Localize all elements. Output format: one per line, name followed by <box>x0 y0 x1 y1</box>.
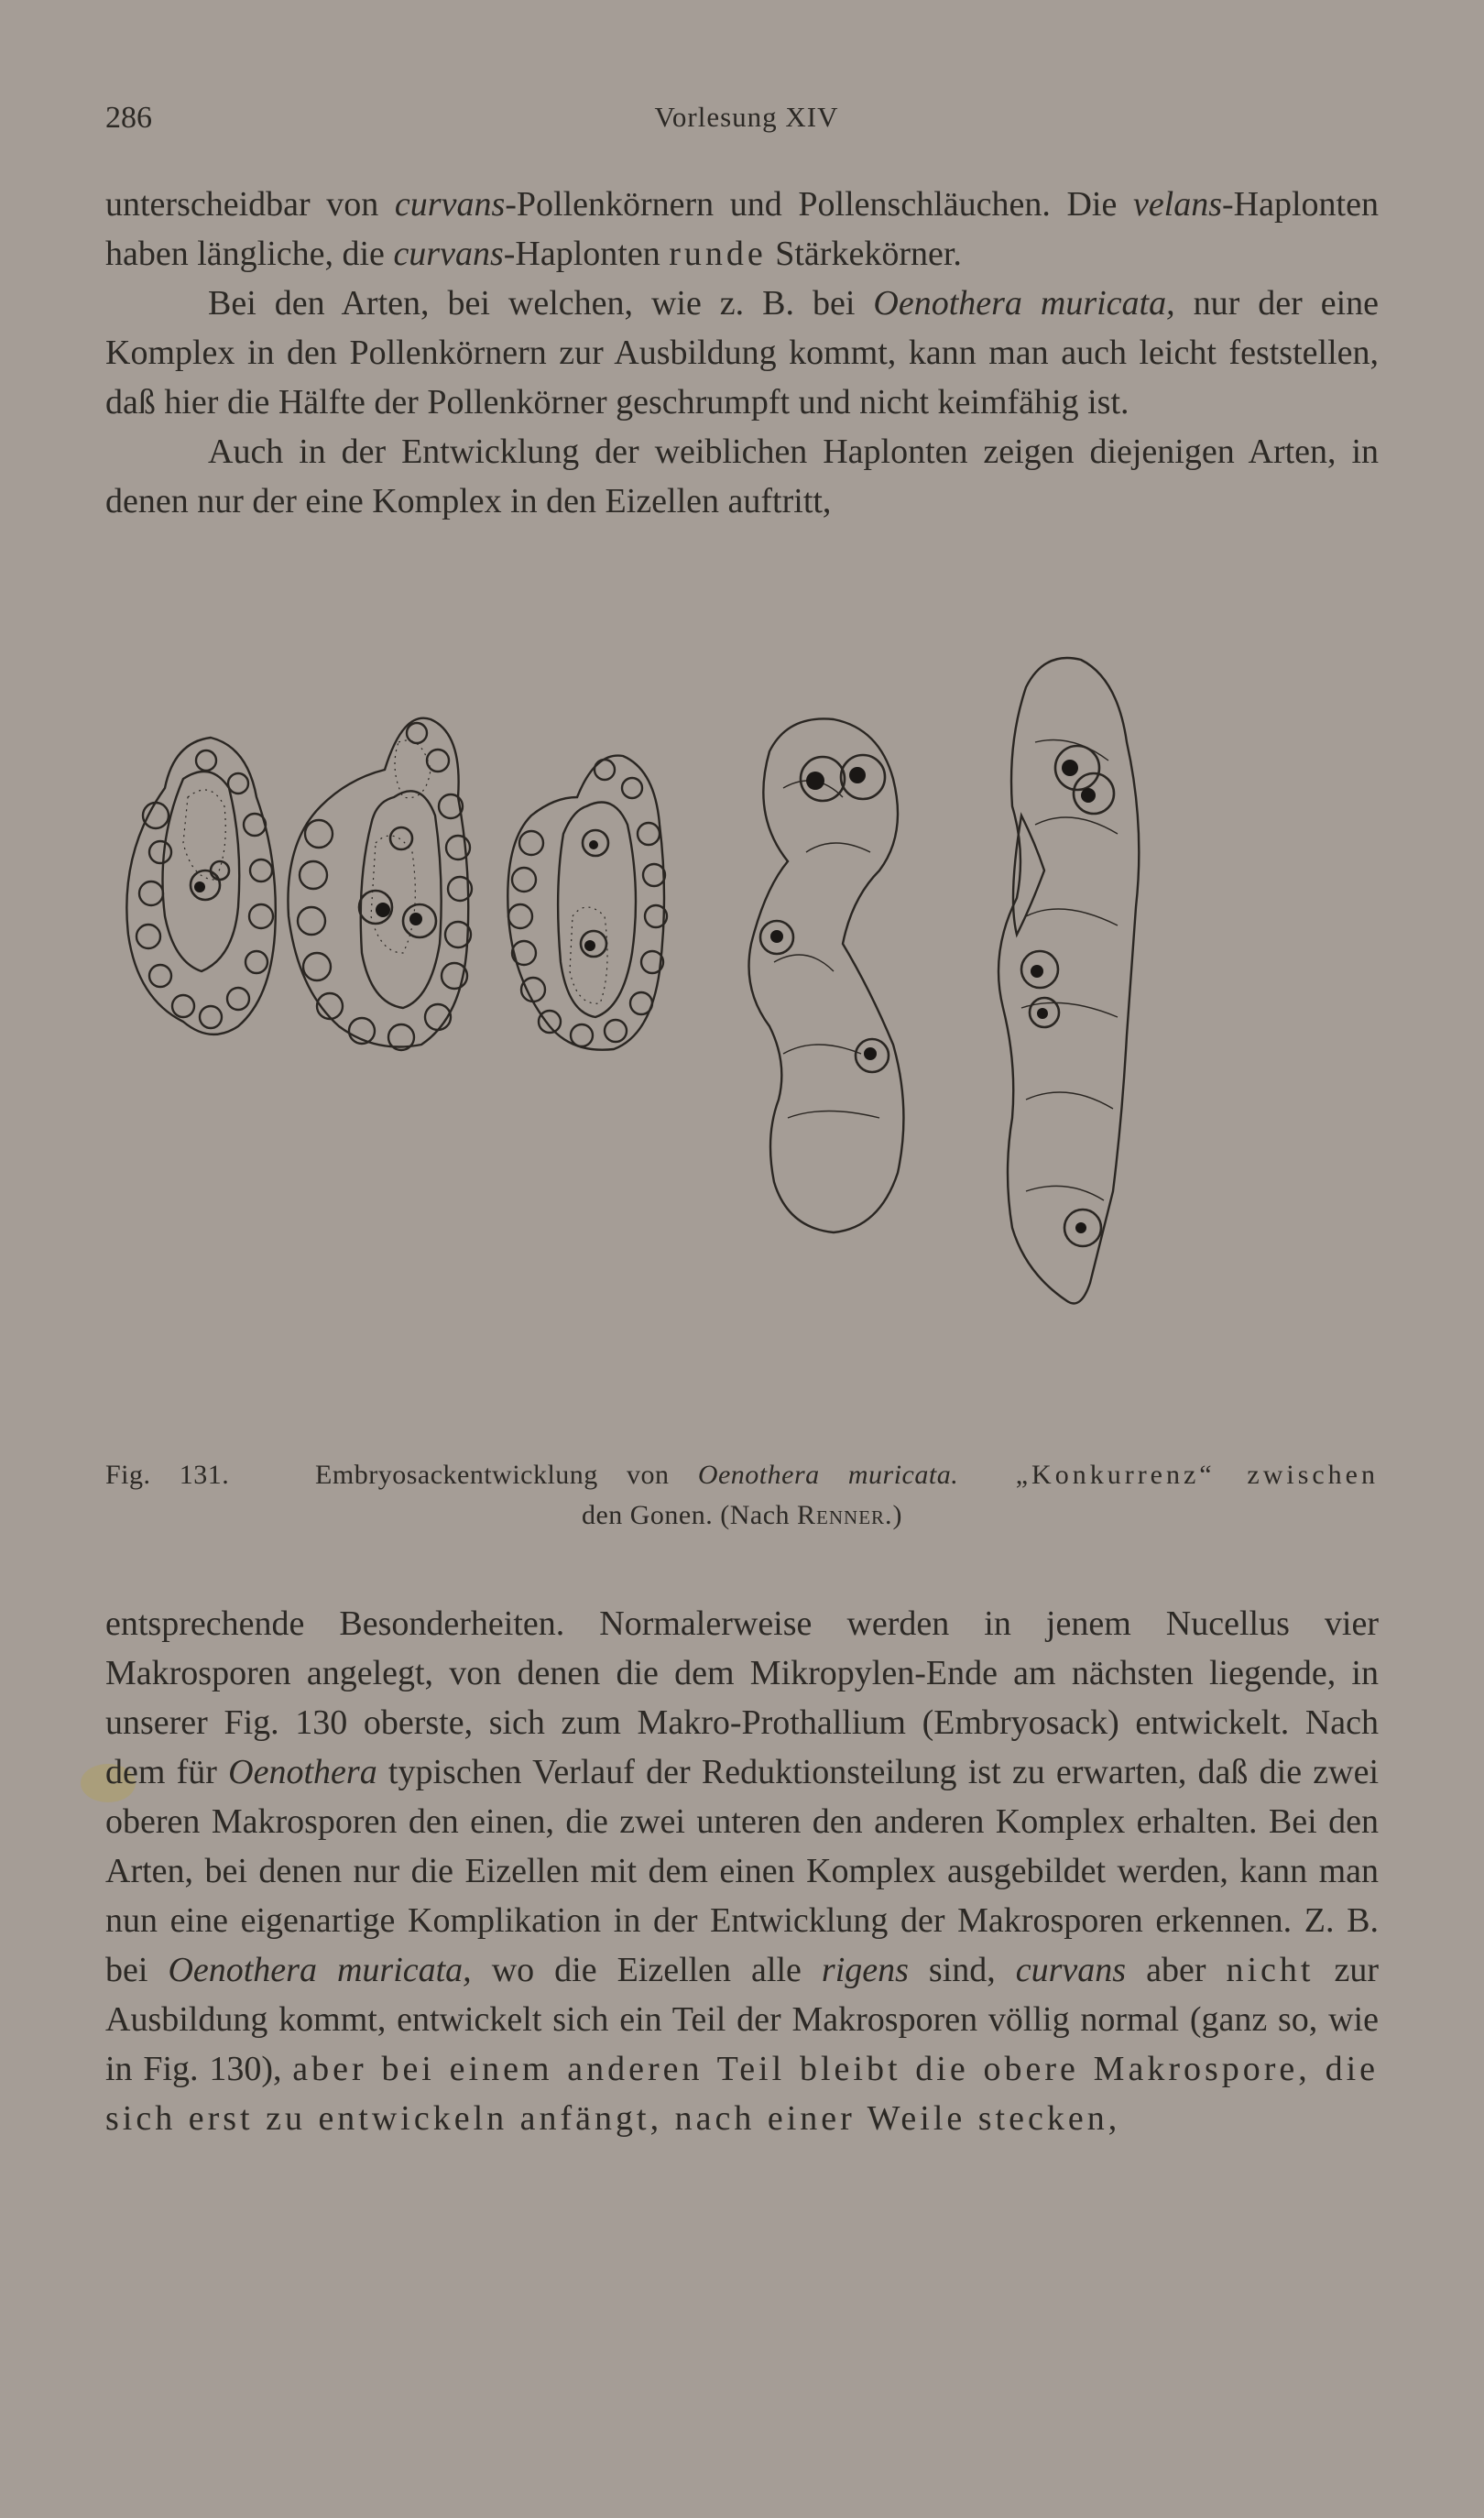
paragraph-2 <box>105 279 1379 427</box>
drawing-2 <box>288 718 472 1050</box>
text-run: unterscheidbar von <box>105 185 395 224</box>
embryo-sac-illustration <box>110 641 1383 1457</box>
drawing-3 <box>507 756 667 1050</box>
text-run: -Haplonten <box>503 235 670 273</box>
italic-term: Oenothera muricata. <box>697 1460 959 1490</box>
caption-author: Renner. <box>797 1500 893 1530</box>
figure-label: Fig. 131. <box>105 1460 230 1490</box>
drawing-4 <box>749 718 904 1232</box>
figure-embryo-sac-drawings <box>110 641 1383 1457</box>
italic-term: velans <box>1132 185 1223 224</box>
italic-term: Oenothera muricata, <box>168 1951 472 1989</box>
caption-line-1 <box>105 1455 1379 1495</box>
text-run: -Haplonten haben längliche, die <box>105 185 1379 273</box>
italic-term: curvans <box>393 235 504 273</box>
text-run: Bei den Arten, bei welchen, wie z. B. bei <box>208 284 874 323</box>
spaced-word: nicht <box>1226 1951 1315 1989</box>
text-run: Stärkekörner. <box>766 235 962 273</box>
text-run: sind, <box>908 1951 1016 1989</box>
top-text-block <box>105 180 1379 526</box>
text-run: nur der eine Komplex in den Pollenkörnern zur Ausbildung kommt, kann man auch leicht feststellen, daß hier die Hälfte der Pollenkörner geschrumpft und nicht keimfähig ist. <box>105 284 1380 421</box>
italic-term: curvans <box>394 185 506 224</box>
spaced-sentence: aber bei einem anderen Teil bleibt die obere Makrospore, die sich erst zu entwickeln anfängt, nach einer Weile stecken, <box>105 2050 1379 2138</box>
bottom-text-block <box>105 1599 1379 2143</box>
caption-line-2 <box>105 1495 1379 1536</box>
figure-caption <box>105 1455 1379 1536</box>
text-run: Embryosackentwicklung von <box>315 1460 698 1490</box>
running-title: Vorlesung XIV <box>654 101 839 133</box>
italic-term: curvans <box>1015 1951 1127 1989</box>
text-run: entsprechende Besonderheiten. Normalerweise werden in jenem Nucellus vier Makrosporen angelegt, von denen die dem Mikropylen-Ende am nächsten liegende, in unserer Fig. 130 oberste, sich zum Makro-Prothallium (Embryosack) entwickelt. Nach dem für <box>105 1604 1379 1791</box>
text-run: wo die Eizellen alle <box>471 1951 822 1989</box>
text-run: den Gonen. (Nach <box>581 1500 798 1530</box>
spaced-word: „Konkurrenz“ zwischen <box>1015 1460 1380 1490</box>
italic-term: rigens <box>821 1951 909 1989</box>
paragraph-4 <box>105 1599 1379 2143</box>
drawing-1 <box>126 738 275 1035</box>
paragraph-3: Auch in der Entwicklung der weiblichen Haplonten zeigen diejenigen Arten, in denen nur der eine Komplex in den Eizellen auftritt, <box>105 432 1379 520</box>
text-run: ) <box>892 1500 903 1530</box>
italic-term: Oenothera <box>228 1753 377 1791</box>
drawing-5 <box>998 658 1139 1304</box>
page-number: 286 <box>105 101 152 135</box>
italic-term: Oenothera muricata, <box>873 284 1175 323</box>
spaced-word: runde <box>669 235 767 273</box>
page-header <box>105 101 1388 147</box>
paragraph-1 <box>105 180 1379 279</box>
text-run: aber <box>1126 1951 1227 1989</box>
text-run: zur Ausbildung kommt, entwickelt sich ein Teil der Makrosporen völlig normal (ganz so, wie in Fig. 130), <box>105 1951 1379 2088</box>
text-run: -Pollenkörnern und Pollenschläuchen. Die <box>505 185 1133 224</box>
text-run: typischen Verlauf der Reduktionsteilung ist zu erwarten, daß die zwei oberen Makrosporen den einen, die zwei unteren den anderen Komplex erhalten. Bei den Arten, bei denen nur die Eizellen mit dem einen Komplex ausgebildet werden, kann man nun eine eigenartige Komplikation in der Entwicklung der Makrosporen erkennen. Z. B. bei <box>105 1753 1380 1989</box>
